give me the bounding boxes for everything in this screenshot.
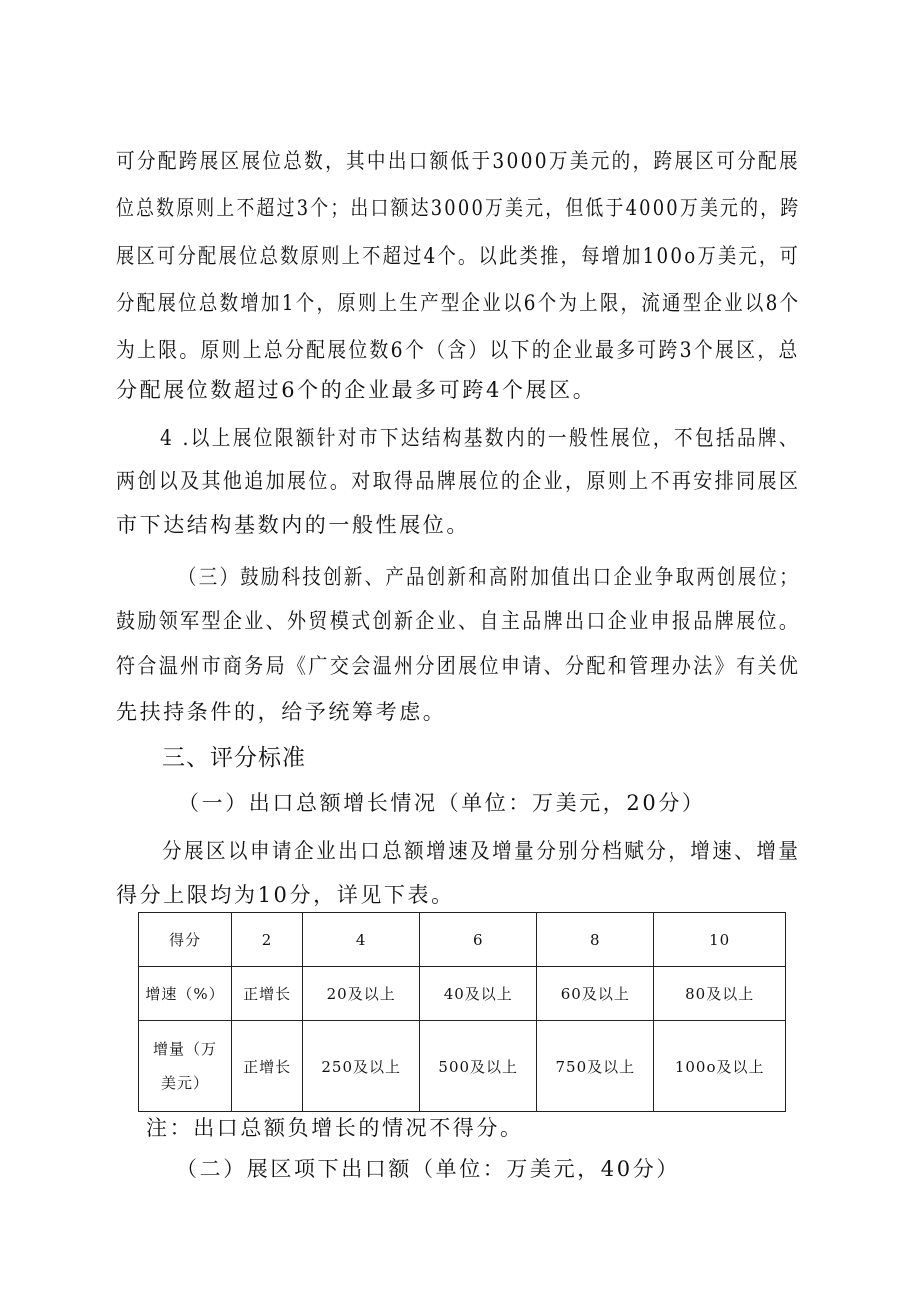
table-cell: 40及以上 — [420, 967, 537, 1021]
sub-heading-2: （二）展区项下出口额（单位：万美元，40分） — [176, 1157, 680, 1181]
rules-line-1: 可分配跨展区展位总数，其中出口额低于3000万美元的，跨展区可分配展 — [116, 149, 800, 173]
scoring-table — [138, 912, 786, 1112]
table-cell: 80及以上 — [654, 967, 786, 1021]
rules-line-6: 分配展位数超过6个的企业最多可跨4个展区。 — [116, 378, 597, 402]
table-note: 注：出口总额负增长的情况不得分。 — [146, 1116, 524, 1140]
table-cell: 正增长 — [232, 1021, 303, 1112]
table-cell: 60及以上 — [537, 967, 654, 1021]
para3-line-3: 符合温州市商务局《广交会温州分团展位申请、分配和管理办法》有关优 — [116, 654, 801, 678]
table-cell: 正增长 — [232, 967, 303, 1021]
row-label-line-2: 美元） — [160, 1074, 209, 1092]
row-label-line-1: 增量（万 — [152, 1040, 217, 1058]
rules-line-5: 为上限。原则上总分配展位数6个（含）以下的企业最多可跨3个展区，总 — [116, 338, 800, 362]
intro-line-1: 分展区以申请企业出口总额增速及增量分别分档赋分，增速、增量 — [162, 839, 801, 863]
row-label: 增速（%） — [139, 967, 232, 1021]
table-header-row — [139, 913, 786, 967]
table-row-growth-rate — [139, 967, 786, 1021]
item4-line-1: 4 .以上展位限额针对市下达结构基数内的一般性展位，不包括品牌、 — [160, 426, 800, 450]
para3-line-4: 先扶持条件的，给予统筹考虑。 — [116, 700, 447, 724]
rules-line-3: 展区可分配展位总数原则上不超过4个。以此类推，每增加100o万美元，可 — [116, 244, 801, 268]
rules-line-2: 位总数原则上不超过3个；出口额达3000万美元，但低于4000万美元的，跨 — [116, 196, 801, 220]
rules-line-4: 分配展位总数增加1个，原则上生产型企业以6个为上限，流通型企业以8个 — [116, 291, 801, 315]
row-label — [139, 1021, 232, 1112]
header-cell: 6 — [420, 913, 537, 967]
item4-line-2: 两创以及其他追加展位。对取得品牌展位的企业，原则上不再安排同展区 — [116, 469, 801, 493]
table-cell: 250及以上 — [303, 1021, 420, 1112]
sub-heading-1: （一）出口总额增长情况（单位：万美元，20分） — [178, 791, 706, 815]
item4-line-3: 市下达结构基数内的一般性展位。 — [116, 513, 470, 537]
header-cell: 8 — [537, 913, 654, 967]
header-cell: 4 — [303, 913, 420, 967]
table-cell: 750及以上 — [537, 1021, 654, 1112]
table-cell: 500及以上 — [420, 1021, 537, 1112]
header-cell: 得分 — [139, 913, 232, 967]
table-cell: 100o及以上 — [654, 1021, 786, 1112]
header-cell: 2 — [232, 913, 303, 967]
header-cell: 10 — [654, 913, 786, 967]
section-heading: 三、评分标准 — [162, 745, 306, 771]
row-label-text — [153, 1032, 217, 1100]
table-row-growth-amount — [139, 1021, 786, 1112]
para3-line-2: 鼓励领军型企业、外贸模式创新企业、自主品牌出口企业申报品牌展位。 — [116, 609, 801, 633]
intro-line-2: 得分上限均为10分，详见下表。 — [116, 883, 455, 907]
para3-line-1: （三）鼓励科技创新、产品创新和高附加值出口企业争取两创展位； — [178, 565, 800, 589]
table-cell: 20及以上 — [303, 967, 420, 1021]
